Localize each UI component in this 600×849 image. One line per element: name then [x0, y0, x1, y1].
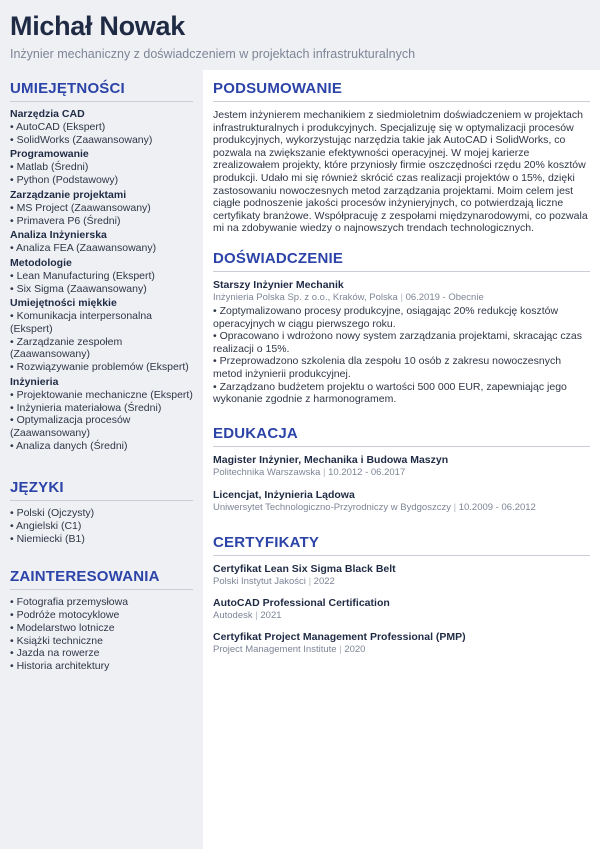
skill-item: • SolidWorks (Zaawansowany)	[10, 133, 153, 146]
skill-item: • Python (Podstawowy)	[10, 174, 119, 187]
interest-item: • Podróże motocyklowe	[10, 609, 120, 622]
education-entry	[213, 454, 590, 479]
job-entry	[213, 279, 590, 406]
education-meta-right: 10.2009 - 06.2012	[458, 501, 536, 513]
skill-item: • Zarządzanie zespołem (Zaawansowany)	[10, 335, 123, 361]
skill-category: Umiejętności miękkie	[10, 297, 117, 310]
skill-item: • Inżynieria materiałowa (Średni)	[10, 401, 162, 414]
interest-item: • Historia architektury	[10, 659, 110, 672]
summary-title: PODSUMOWANIE	[213, 80, 590, 102]
skill-item: • Matlab (Średni)	[10, 161, 89, 174]
skill-group	[10, 108, 193, 146]
certification-name: AutoCAD Professional Certification	[213, 596, 390, 609]
meta-separator: |	[308, 575, 312, 587]
skill-category: Metodologie	[10, 256, 72, 269]
skill-item: • Six Sigma (Zaawansowany)	[10, 282, 147, 295]
education-meta-right: 10.2012 - 06.2017	[328, 466, 406, 478]
skill-item: • Analiza FEA (Zaawansowany)	[10, 242, 157, 255]
education-entry	[213, 489, 590, 514]
meta-separator: |	[453, 501, 457, 513]
meta-separator: |	[255, 609, 258, 621]
certification-meta-right: 2022	[313, 575, 335, 587]
skill-category: Zarządzanie projektami	[10, 188, 127, 201]
languages-title: JĘZYKI	[10, 479, 193, 501]
resume-header	[0, 0, 600, 70]
education-degree: Licencjat, Inżynieria Lądowa	[213, 488, 355, 501]
education-meta	[213, 467, 590, 479]
skill-item: • AutoCAD (Ekspert)	[10, 121, 106, 133]
skill-item: • MS Project (Zaawansowany)	[10, 201, 151, 214]
skill-group	[10, 376, 193, 453]
skill-item: • Rozwiązywanie problemów (Ekspert)	[10, 361, 189, 374]
interest-item: • Fotografia przemysłowa	[10, 596, 129, 609]
interests-title: ZAINTERESOWANIA	[10, 568, 193, 590]
sidebar	[0, 70, 203, 849]
job-meta	[213, 292, 590, 304]
skill-category: Narzędzia CAD	[10, 108, 85, 120]
certification-entry	[213, 597, 590, 622]
certification-name: Certyfikat Project Management Professional (PMP)	[213, 630, 466, 643]
skill-item: • Optymalizacja procesów (Zaawansowany)	[10, 414, 131, 439]
interests-list	[10, 596, 193, 672]
skill-category: Inżynieria	[10, 375, 59, 388]
skills-title: UMIEJĘTNOŚCI	[10, 80, 193, 102]
skill-item: • Lean Manufacturing (Ekspert)	[10, 269, 155, 282]
job-meta-left: Inżynieria Polska Sp. z o.o., Kraków, Polska	[213, 291, 398, 303]
certification-meta	[213, 610, 590, 622]
skill-item: • Komunikacja interpersonalna (Ekspert)	[10, 310, 153, 336]
education-meta-left: Politechnika Warszawska	[213, 466, 321, 478]
job-bullet: • Zarządzano budżetem projektu o wartości 500 000 EUR, zapewniając jego wykonanie zgodnie z harmonogramem.	[213, 380, 567, 406]
education-list	[213, 454, 590, 514]
language-item: • Angielski (C1)	[10, 520, 82, 533]
certification-entry	[213, 631, 590, 656]
certifications-title: CERTYFIKATY	[213, 534, 590, 556]
language-item: • Niemiecki (B1)	[10, 532, 85, 545]
summary-text: Jestem inżynierem mechanikiem z siedmioletnim doświadczeniem w projektach infrastrukturalnych i produkcyjnych. Specjalizuję się w optymalizacji procesów produkcyjnych, wykorzystując narzędzia takie jak AutoCAD i SolidWorks, co pozwala na zwiększanie efektywności operacyjnej. W mojej karierze zrealizowałem projekty, które przyniosły firmie oszczędności rzędu 20% kosztów produkcji. Udało mi się również skrócić czas realizacji projektów o 15%, dzięki zastosowaniu nowoczesnych metod zarządzania projektami. Moim celem jest ciągłe podnoszenie jakości procesów inżynieryjnych, co potwierdzają liczne certyfikaty branżowe. Współpracuję z zespołami międzynarodowymi, co pozwala mi na zdobywanie wiedzy o najnowszych trendach technologicznych.	[213, 109, 588, 235]
skill-category: Programowanie	[10, 148, 89, 161]
job-bullet: • Opracowano i wdrożono nowy system zarządzania projektami, skracając czas realizacji o 15%.	[213, 330, 582, 355]
certification-meta-right: 2021	[260, 609, 282, 621]
interest-item: • Modelarstwo lotnicze	[10, 621, 115, 634]
skill-group	[10, 189, 193, 227]
certification-meta	[213, 576, 590, 588]
skill-item: • Primavera P6 (Średni)	[10, 214, 121, 227]
languages-list	[10, 507, 193, 545]
education-degree: Magister Inżynier, Mechanika i Budowa Maszyn	[213, 453, 449, 466]
job-bullet: • Zoptymalizowano procesy produkcyjne, osiągając 20% redukcję kosztów operacyjnych w ciągu pierwszego roku.	[213, 304, 559, 330]
meta-separator: |	[339, 643, 342, 655]
certification-meta	[213, 644, 590, 656]
skills-list	[10, 108, 193, 452]
certifications-list	[213, 563, 590, 656]
skill-group	[10, 297, 193, 374]
skill-item: • Projektowanie mechaniczne (Ekspert)	[10, 388, 193, 401]
education-meta-left: Uniwersytet Technologiczno-Przyrodniczy w Bydgoszczy	[213, 501, 451, 513]
skill-category: Analiza Inżynierska	[10, 229, 107, 242]
certification-meta-left: Autodesk	[213, 609, 253, 621]
job-meta-right: 06.2019 - Obecnie	[405, 291, 484, 303]
job-bullet: • Przeprowadzono szkolenia dla zespołu 10 osób z zakresu nowoczesnych metod inżynierii produkcyjnej.	[213, 355, 562, 380]
language-item: • Polski (Ojczysty)	[10, 507, 95, 520]
job-position: Starszy Inżynier Mechanik	[213, 278, 344, 291]
skill-item: • Analiza danych (Średni)	[10, 439, 128, 452]
candidate-subtitle: Inżynier mechaniczny z doświadczeniem w projektach infrastrukturalnych	[10, 47, 416, 61]
main-content	[203, 70, 600, 849]
meta-separator: |	[400, 291, 403, 303]
interest-item: • Książki techniczne	[10, 634, 103, 647]
certification-name: Certyfikat Lean Six Sigma Black Belt	[213, 562, 396, 575]
skill-group	[10, 148, 193, 186]
skill-group	[10, 229, 193, 255]
certification-meta-left: Polski Instytut Jakości	[213, 575, 306, 587]
certification-meta-left: Project Management Institute	[213, 643, 337, 655]
interest-item: • Jazda na rowerze	[10, 647, 100, 660]
education-meta	[213, 502, 590, 514]
candidate-name: Michał Nowak	[10, 11, 185, 41]
skill-group	[10, 257, 193, 295]
certification-entry	[213, 563, 590, 588]
meta-separator: |	[323, 466, 326, 478]
experience-title: DOŚWIADCZENIE	[213, 250, 590, 272]
experience-list	[213, 279, 590, 406]
certification-meta-right: 2020	[344, 643, 366, 655]
education-title: EDUKACJA	[213, 425, 590, 447]
